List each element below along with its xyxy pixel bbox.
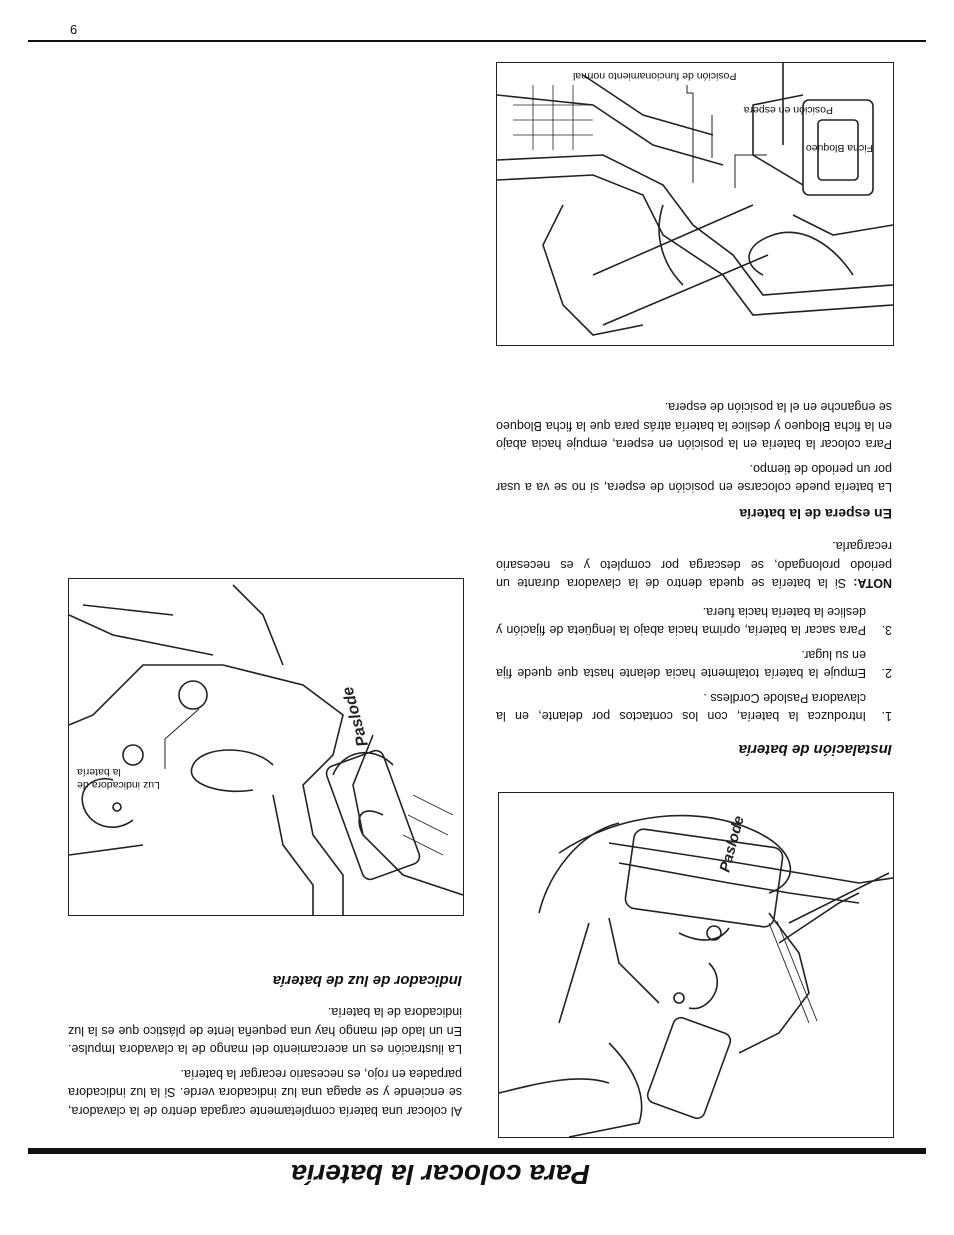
install-note: NOTA: Si la batería se queda dentro de la clavadora durante un periodo prolongado, se descarga por completo y es necesario recargarla. [496, 539, 892, 591]
install-heading: Instalación de batería [738, 741, 892, 758]
install-step: 2. Empuje la batería totalmente hacia delante hasta que quede fija en su lugar. [496, 648, 892, 681]
figure-indicator-light [68, 578, 464, 916]
install-step: 1. Introduzca la batería, con los contactos por delante, en la clavadora Paslode Cordless . [496, 691, 892, 724]
right-text-column [496, 352, 892, 758]
top-rule [28, 40, 926, 42]
callout-standby-position: Posición en espera [743, 104, 833, 116]
figure-install-battery [498, 792, 894, 1138]
bottom-rule [28, 1148, 926, 1154]
callout-indicator-light: Luz indicadora de la batería [77, 766, 160, 791]
callout-normal-position: Posición de funcionamiento normal [573, 70, 737, 82]
nailer-with-hands-illustration [499, 793, 893, 1137]
figure-standby-positions [496, 62, 894, 346]
standby-paragraph-1: La batería puede colocarse en posición de espera, si no se va a usar por un periodo de tiempo. [496, 462, 892, 495]
left-text-column [68, 920, 462, 1120]
indicator-paragraph-2: Al colocar una batería completamente cargada dentro de la clavadora, se enciende y se apaga una luz indicadora verde. Si la luz indicadora parpadea en rojo, es necesario recargar la batería. [68, 1067, 462, 1118]
standby-paragraph-2: Para colocar la batería en la posición en espera, empuje hacia abajo en la ficha Bloqueo y deslice la batería atrás para que la ficha Bloqueo se enganche en el la posición de espera. [496, 400, 892, 452]
install-step: 3. Para sacar la batería, oprima hacia abajo la lengüeta de fijación y deslice la batería hacia fuera. [496, 605, 892, 638]
indicator-paragraph-1: La ilustración es un acercamiento del mango de la clavadora Impulse. En un lado del mango hay una pequeña lente de plástico que es la luz indicadora de la batería. [68, 1005, 462, 1057]
indicator-leader-line [69, 579, 463, 915]
standby-heading: En espera de la batería [739, 506, 892, 522]
brand-logo: Paslode [716, 814, 748, 875]
page-number: 6 [70, 22, 78, 37]
brand-logo: Paslode [339, 684, 372, 749]
callout-lock-tab: Ficha Bloqueo [805, 142, 873, 154]
callout-leader-lines [497, 63, 893, 345]
page-title: Para colocar la batería [291, 1159, 590, 1190]
indicator-heading: Indicador de luz de batería [272, 972, 462, 989]
